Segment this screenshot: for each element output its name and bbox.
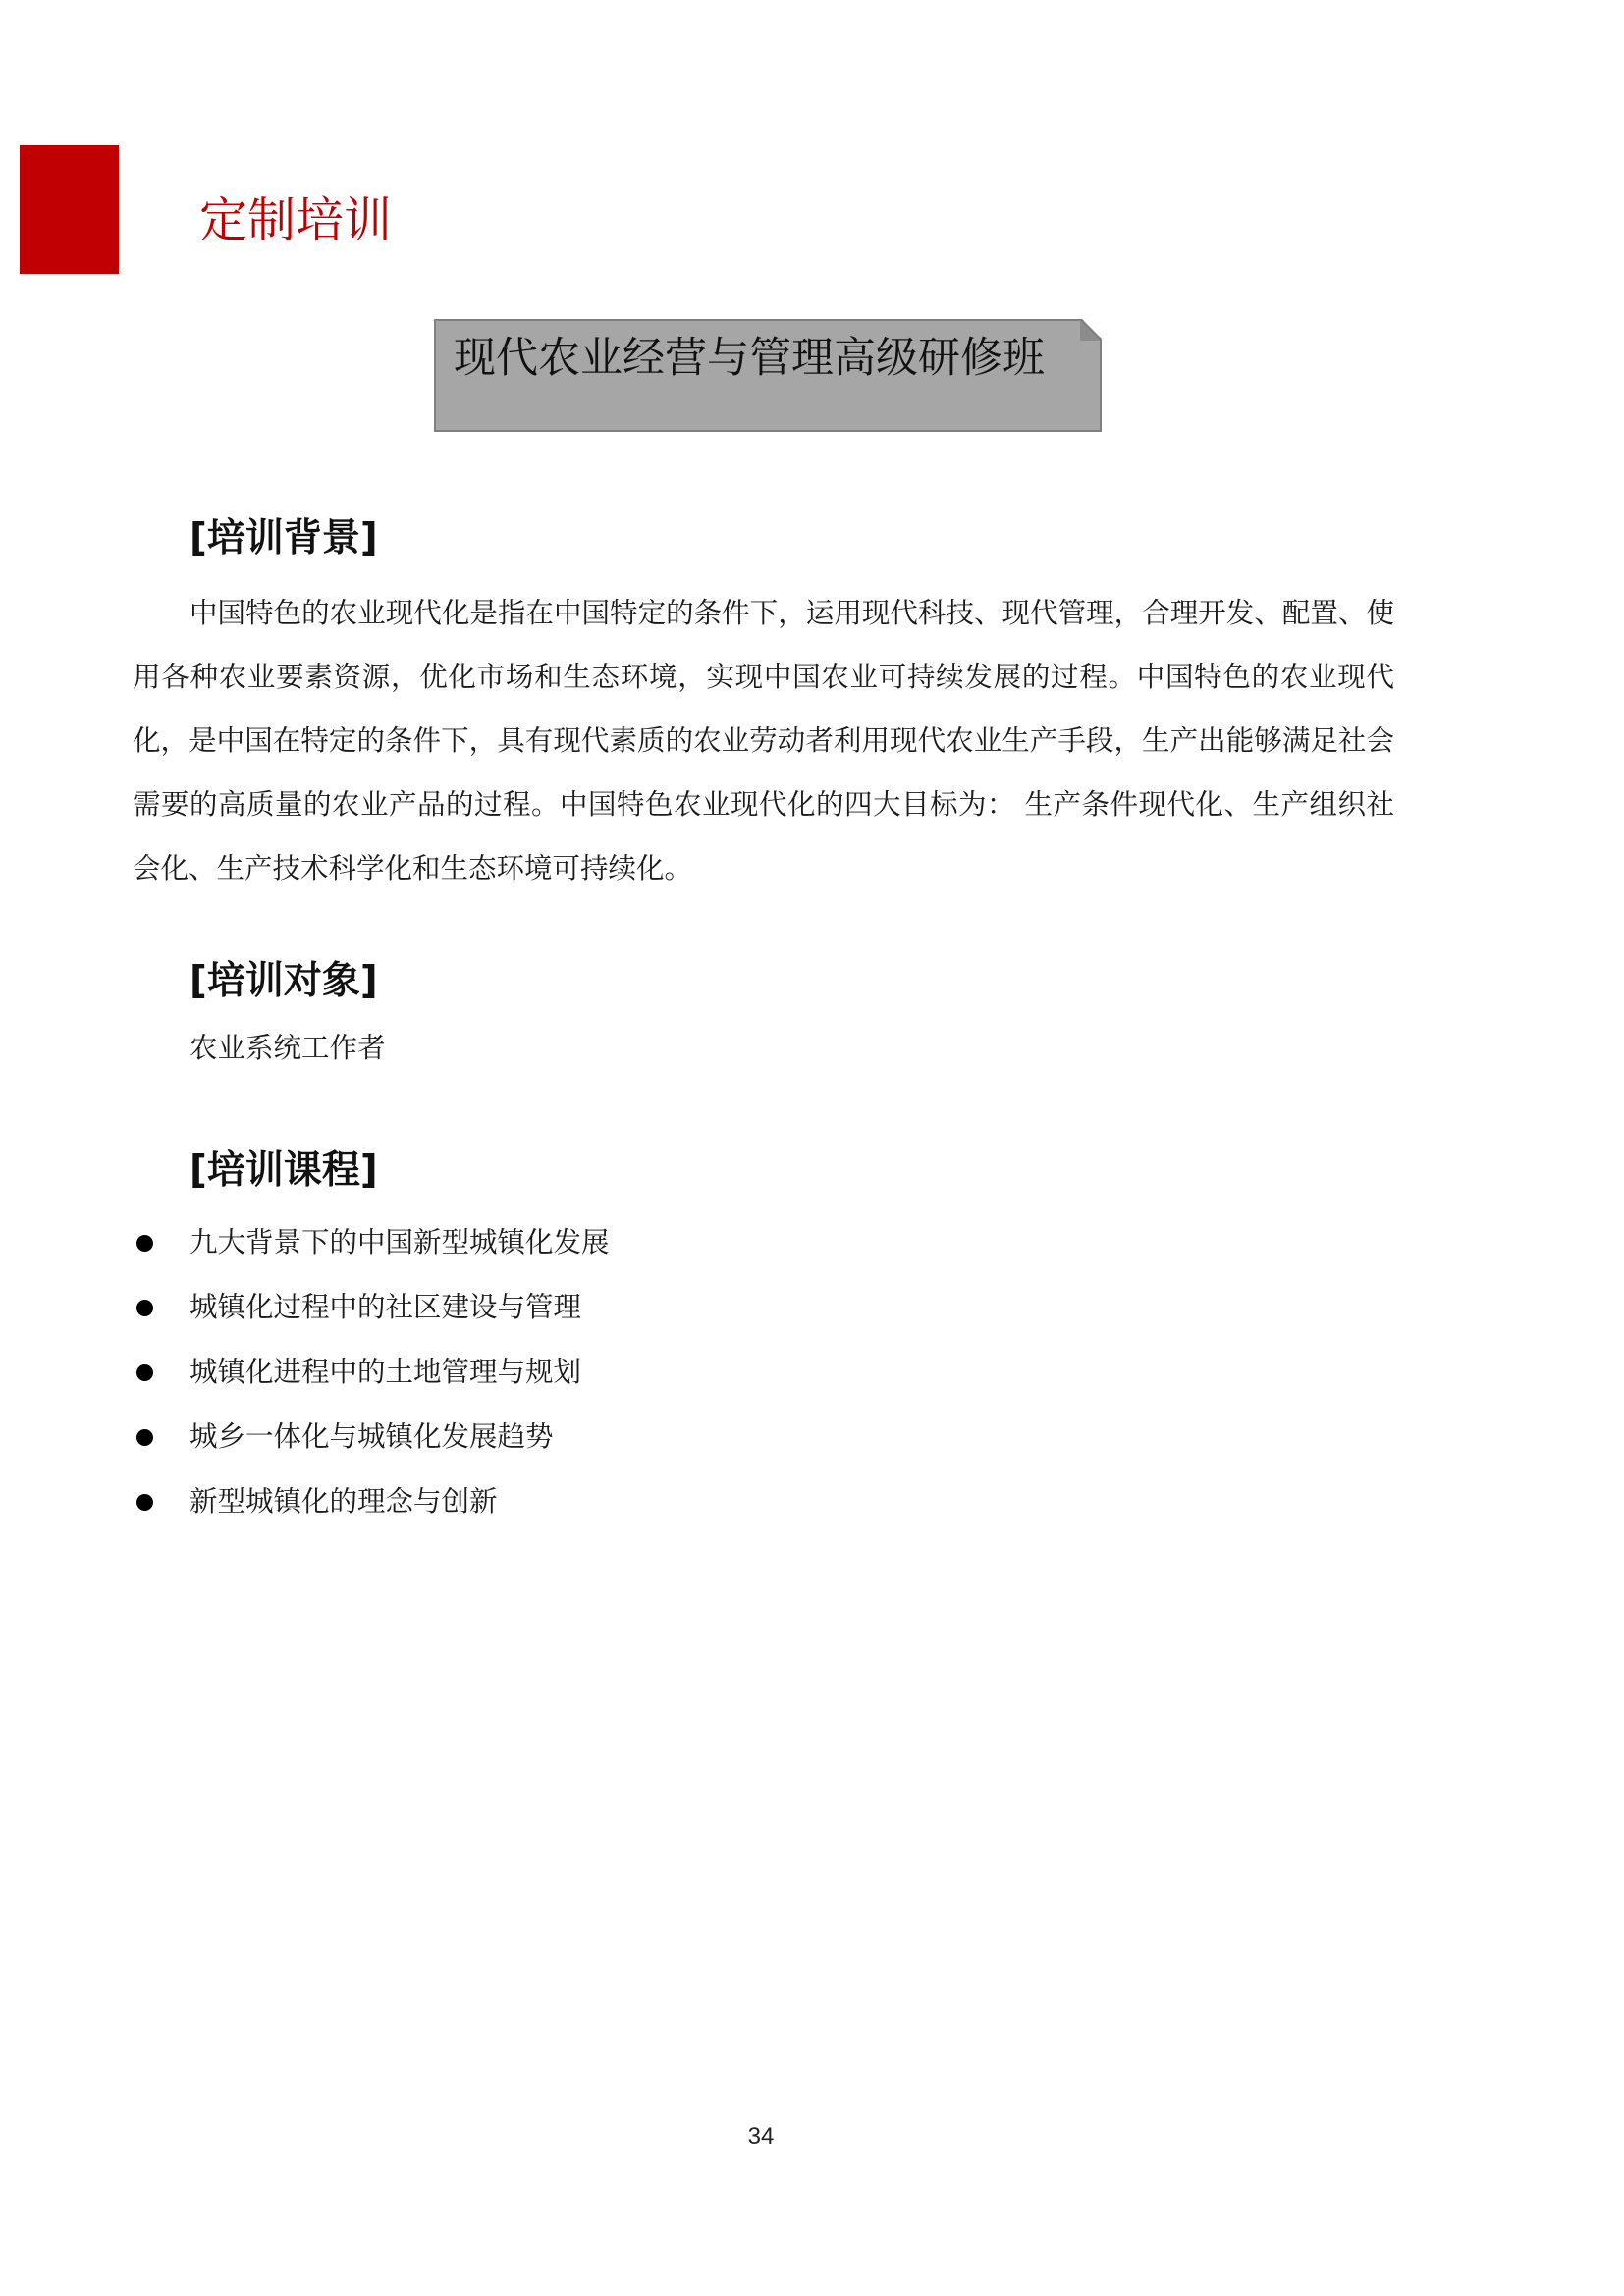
audience-heading: [培训对象] (189, 959, 378, 1003)
course-title: 现代农业经营与管理高级研修班 (454, 334, 1045, 383)
bullet-icon (136, 1300, 153, 1316)
course-item-text: 城镇化进程中的土地管理与规划 (189, 1356, 582, 1389)
course-item-text: 九大背景下的中国新型城镇化发展 (189, 1226, 610, 1259)
list-item (133, 1275, 610, 1340)
bullet-icon (136, 1494, 153, 1511)
page-number: 34 (747, 2123, 775, 2150)
bullet-icon (136, 1235, 153, 1252)
list-item (133, 1405, 610, 1469)
course-item-text: 新型城镇化的理念与创新 (189, 1485, 498, 1519)
background-paragraph: 中国特色的农业现代化是指在中国特定的条件下，运用现代科技、现代管理，合理开发、配置、使用各种农业要素资源，优化市场和生态环境，实现中国农业可持续发展的过程。中国特色的农业现代化，是中国在特定的条件下，具有现代素质的农业劳动者利用现代农业生产手段，生产出能够满足社会需要的高质量的农业产品的过程。中国特色农业现代化的四大目标为： 生产条件现代化、生产组织社会化、生产技术科学化和生态环境可持续化。 (133, 597, 1394, 884)
curriculum-heading: [培训课程] (189, 1148, 378, 1193)
list-item (133, 1469, 610, 1534)
list-item (133, 1340, 610, 1405)
title-box-folded-corner (1080, 319, 1102, 341)
section-accent-block (20, 145, 119, 274)
curriculum-list (133, 1210, 610, 1534)
audience-text: 农业系统工作者 (189, 1032, 386, 1064)
course-item-text: 城乡一体化与城镇化发展趋势 (189, 1420, 554, 1454)
bullet-icon (136, 1429, 153, 1446)
course-item-text: 城镇化过程中的社区建设与管理 (189, 1291, 582, 1324)
background-heading: [培训背景] (189, 516, 378, 561)
section-title: 定制培训 (199, 192, 393, 248)
bullet-icon (136, 1364, 153, 1381)
list-item (133, 1210, 610, 1275)
